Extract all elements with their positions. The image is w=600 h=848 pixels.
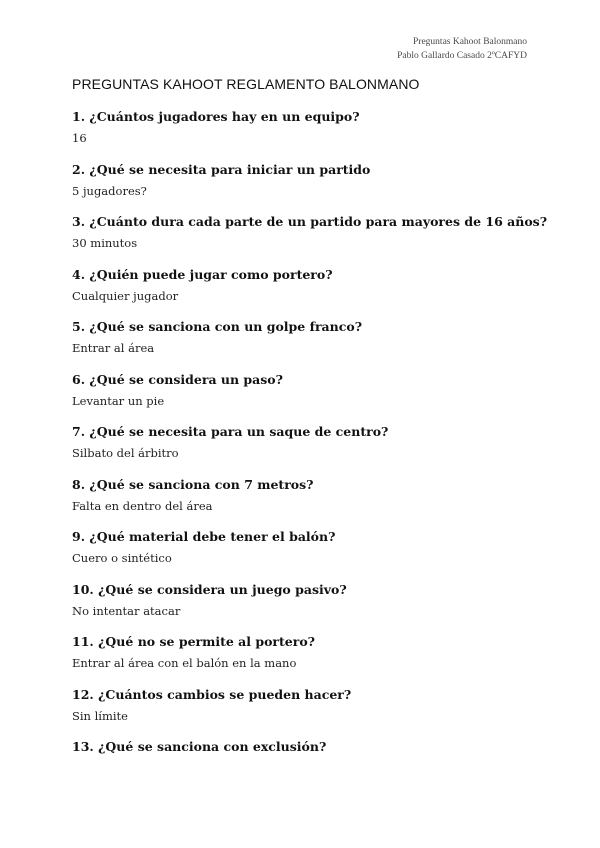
answer-text: Entrar al área con el balón en la mano (72, 656, 297, 670)
question-item (72, 423, 542, 476)
answer-text: Falta en dentro del área (72, 498, 213, 513)
question-text: 5. ¿Qué se sanciona con un golpe franco? (72, 319, 363, 334)
header-line-1: Preguntas Kahoot Balonmano (413, 37, 527, 47)
question-item (72, 581, 542, 634)
question-text: 6. ¿Qué se considera un paso? (72, 371, 283, 387)
page-header (397, 35, 527, 63)
question-item (72, 266, 542, 319)
question-item (72, 633, 542, 686)
question-item (72, 371, 542, 424)
answer-text: Cuero o sintético (72, 551, 172, 565)
answer-text: Silbato del árbitro (72, 446, 179, 460)
question-text: 7. ¿Qué se necesita para un saque de centro? (72, 424, 389, 439)
question-text: 3. ¿Cuánto dura cada parte de un partido para mayores de 16 años? (72, 214, 548, 229)
question-item (72, 476, 542, 529)
question-text: 4. ¿Quién puede jugar como portero? (72, 266, 333, 282)
answer-text: 30 minutos (72, 236, 138, 250)
question-item (72, 528, 542, 581)
question-text: 12. ¿Cuántos cambios se pueden hacer? (72, 686, 352, 702)
answer-text: Sin límite (72, 708, 128, 723)
question-item (72, 318, 542, 371)
question-text: 2. ¿Qué se necesita para iniciar un partido (72, 161, 371, 177)
question-item (72, 161, 542, 214)
question-text: 13. ¿Qué se sanciona con exclusión? (72, 739, 327, 754)
question-text: 8. ¿Qué se sanciona con 7 metros? (72, 476, 314, 492)
question-text: 1. ¿Cuántos jugadores hay en un equipo? (72, 109, 360, 124)
question-item (72, 686, 542, 739)
answer-text: Levantar un pie (72, 393, 165, 408)
answer-text: 16 (72, 131, 87, 145)
answer-text: Cualquier jugador (72, 288, 179, 303)
question-item (72, 108, 542, 161)
header-line-2: Pablo Gallardo Casado 2ºCAFYD (397, 51, 527, 61)
answer-text: Entrar al área (72, 341, 155, 355)
answer-text: No intentar atacar (72, 603, 181, 618)
question-text: 10. ¿Qué se considera un juego pasivo? (72, 581, 347, 597)
question-text: 11. ¿Qué no se permite al portero? (72, 634, 315, 649)
question-text: 9. ¿Qué material debe tener el balón? (72, 529, 336, 544)
answer-text: 5 jugadores? (72, 183, 147, 198)
question-item (72, 738, 542, 791)
document-title: PREGUNTAS KAHOOT REGLAMENTO BALONMANO (72, 76, 420, 92)
question-item (72, 213, 548, 266)
question-list (72, 108, 548, 791)
